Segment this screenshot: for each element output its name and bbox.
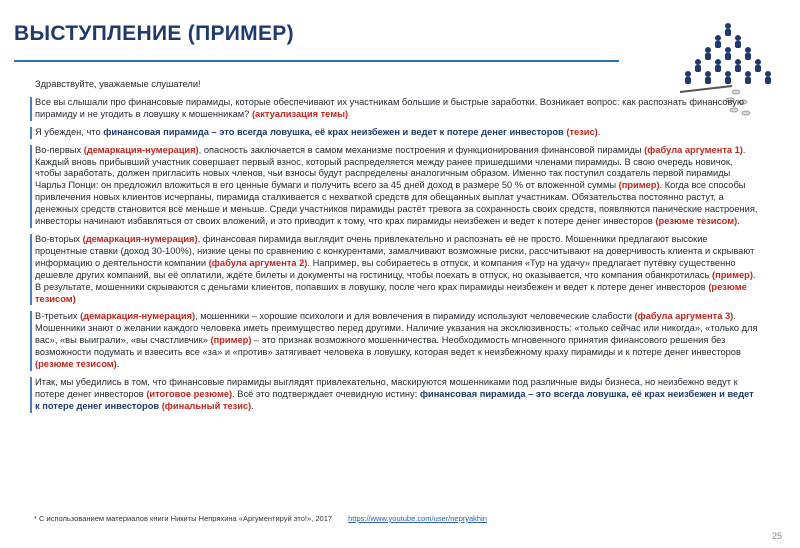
argument-3-paragraph: В-третьих (демаркация-нумерация), мошенники – хорошие психологи и для вовлечения в пирамиду используют человеческие слабости (фабула аргумента 3). Мошенники знают о желании каждого человека иметь преимущество перед другими. Наличие указания на эксклюзивность: «только сейчас или никогда», «только для вас», «вы выиграли», «вы счастливчик» (пример) – это признак возможного мошенничества. Необходимость мгновенного принятия финансового решения без возможности подумать и взвесить все «за» и «против» затягивает человека в ловушку, которая ведет к неизбежному краху пирамиды и к потере денег инвесторов (резюме тезисом). [30,311,760,371]
person-icon [715,59,721,72]
person-icon [755,59,761,72]
person-icon [745,47,751,60]
argument-2-paragraph: Во-вторых (демаркация-нумерация), финансовая пирамида выглядит очень привлекательно и распознать её не просто. Мошенники предлагают высокие процентные ставки (доход 30-100%), низкие цены по сравнению с конкурентами, замалчивают возможные риски, рассчитывают на доверчивость клиента и скрывают информацию о деятельности компании (фабула аргумента 2). Например, вы собираетесь в отпуск, и компания «Тур на удачу» предлагает путёвку существенно дешевле других компаний, вы её оплатили, ждёте билеты и документы на гостиницу, чтобы поехать в отпуск, но оказывается, что компания обанкротилась (пример). В результате, мошенники скрываются с деньгами клиентов, попавших в ловушку, после чего крах пирамиды неизбежен и ведет к потере денег инвесторов (резюме тезисом) [30,234,760,305]
speech-body [30,79,760,419]
person-icon [735,59,741,72]
intro-paragraph: Все вы слышали про финансовые пирамиды, которые обеспечивают их участникам большие и быстрые заработки. Возникает вопрос: как распознать финансовую пирамиду и не угодить в ловушку к мошенникам? (актуализация темы) [30,97,760,121]
person-icon [715,35,721,48]
person-icon [735,35,741,48]
person-icon [765,71,771,84]
person-icon [725,47,731,60]
person-icon [725,23,731,36]
person-icon [705,47,711,60]
footnote [34,514,487,523]
argument-1-paragraph: Во-первых (демаркация-нумерация), опасность заключается в самом механизме построения и функционирования финансовой пирамиды (фабула аргумента 1). Каждый вновь прибывший участник совершает первый взнос, который распределяется между ранее пришедшими членами пирамиды. В свою очередь новичок, чтобы заработать, должен пригласить новых членов, чьи взносы будут распределены аналогичным образом. Именно так поступил создатель первой пирамиды Чарльз Понци: он предложил вложиться в его ценные бумаги и получить всего за 45 дней доход в размере 50 % от вложенной суммы (пример). Когда все способы привлечения новых клиентов исчерпаны, пирамида сталкивается с нехваткой средств для обещанных выплат участникам. Обязательства постоянно растут, а денежных средств становится всё меньше и меньше. Среди участников пирамиды растёт тревога за сохранность своих средств, появляются панические настроения, инвесторы начинают избавляться от своих вложений, и это приводит к тому, что крах пирамиды неизбежен и ведет к потере денег инвесторов (резюме тезисом). [30,145,760,228]
title-underline [14,60,619,62]
footnote-source: * С использованием материалов книги Никиты Непряхина «Аргументируй это!», 2017 [34,514,333,523]
thesis-paragraph: Я убежден, что финансовая пирамида – это всегда ловушка, её крах неизбежен и ведет к потере денег инвесторов (тезис). [30,127,760,139]
greeting-paragraph: Здравствуйте, уважаемые слушатели! [35,79,201,89]
person-icon [695,59,701,72]
slide-title: ВЫСТУПЛЕНИЕ (ПРИМЕР) [14,22,294,45]
page-number: 25 [771,531,782,541]
youtube-link[interactable]: https://www.youtube.com/user/nepryakhin [348,514,487,523]
conclusion-paragraph: Итак, мы убедились в том, что финансовые пирамиды выглядят привлекательно, маскируются мошенниками под различные виды бизнеса, но неизбежно ведут к потере денег инвесторов (итоговое резюме). Всё это подтверждает очевидную истину: финансовая пирамида – это всегда ловушка, её крах неизбежен и ведет к потере денег инвесторов (финальный тезис). [30,377,760,413]
